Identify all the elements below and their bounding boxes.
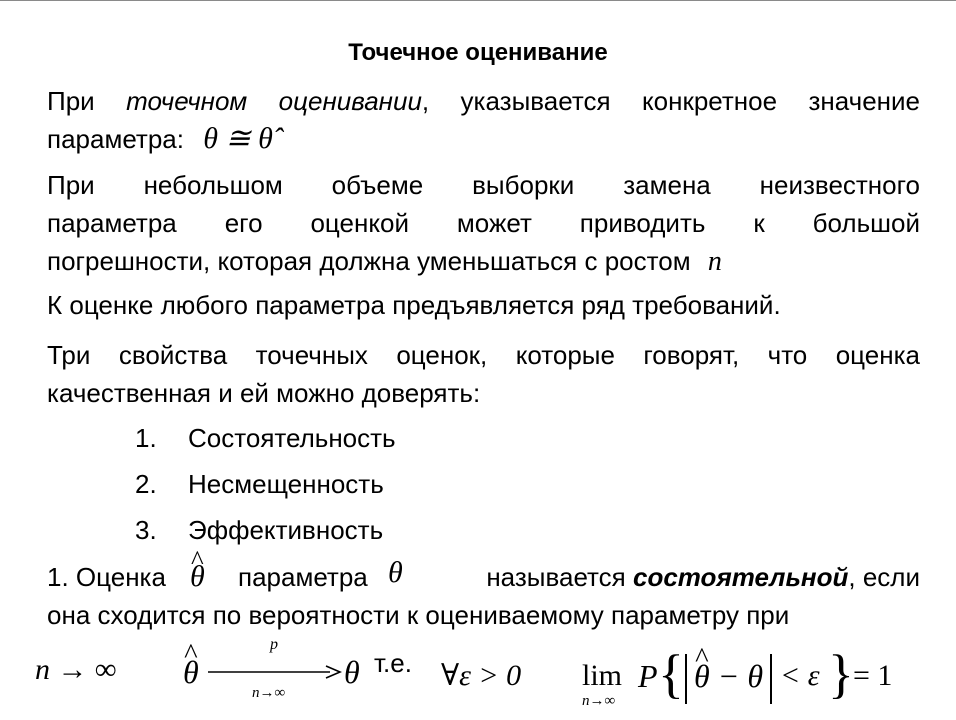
p1-param-label: параметра:: [47, 124, 184, 154]
p5-theta-hat: ^ θ: [190, 558, 205, 596]
p2-line3-text: погрешности, которая должна уменьшаться с ростом: [47, 246, 691, 276]
slide-title: Точечное оценивание: [348, 39, 608, 66]
formula-right-brace: }: [828, 644, 854, 704]
convergence-arrow-icon: [206, 664, 342, 680]
formula-te-label: т.е.: [374, 648, 412, 678]
abs-bar-right: [770, 654, 772, 704]
p1-formula: θ ≅ θ̂: [203, 122, 273, 155]
formula-forall-eps: ∀ε > 0: [441, 659, 522, 692]
formula-lim-subscript: n→∞: [582, 693, 616, 709]
p1-after: , указывается конкретное значение: [421, 86, 920, 116]
list-item-label: Состоятельность: [188, 423, 396, 453]
p2-line2: параметра его оценкой может приводить к большой: [47, 208, 920, 238]
p5-mid: параметра: [238, 562, 368, 592]
paragraph-point-estimation: [47, 82, 920, 120]
p5-called: называется: [486, 562, 626, 592]
formula-less-than-eps: < ε: [780, 659, 820, 692]
list-item-number: 3.: [135, 515, 157, 545]
formula-inner: ^ θ − θ: [694, 656, 763, 696]
formula-equals-one: = 1: [853, 659, 893, 692]
p2-line3: [47, 242, 722, 281]
formula-lim: lim: [582, 659, 623, 692]
p4-line2: качественная и ей можно доверять:: [47, 378, 481, 408]
abs-bar-left: [685, 654, 687, 704]
formula-probability-p: P: [638, 658, 658, 694]
list-item: [135, 465, 384, 503]
list-item: [135, 419, 396, 457]
formula-theta: θ: [344, 654, 360, 690]
list-item-label: Эффективность: [188, 515, 384, 545]
formula-arrow-subscript: n→∞: [252, 685, 286, 701]
p1-line2: [47, 120, 273, 158]
list-item-label: Несмещенность: [188, 469, 384, 499]
formula-arrow-p-label: p: [270, 636, 278, 653]
list-item-number: 2.: [135, 469, 157, 499]
p4-line1: Три свойства точечных оценок, которые говорят, что оценка: [47, 340, 920, 370]
p5-end: , если: [848, 562, 920, 592]
p5-theta: θ: [388, 556, 403, 589]
p1-before: При: [47, 86, 127, 116]
p1-italic-term: точечном оценивании: [126, 86, 422, 116]
list-item: [135, 511, 383, 549]
p2-n-symbol: n: [707, 246, 722, 277]
paragraph-requirements: К оценке любого параметра предъявляется ряд требований.: [47, 290, 781, 320]
p5-line2: она сходится по вероятности к оцениваемому параметру при: [47, 600, 790, 630]
p5-start: 1. Оценка: [47, 562, 166, 592]
list-item-number: 1.: [135, 423, 157, 453]
formula-n-to-infinity: n → ∞: [35, 653, 117, 686]
top-border-line: [0, 0, 956, 1]
p5-tail: [447, 558, 920, 596]
formula-theta-hat: ^ θ: [183, 652, 199, 692]
formula-left-brace: {: [658, 644, 684, 704]
p5-bold-term: состоятельной: [632, 562, 849, 592]
p2-line1: При небольшом объеме выборки замена неизвестного: [47, 170, 920, 200]
